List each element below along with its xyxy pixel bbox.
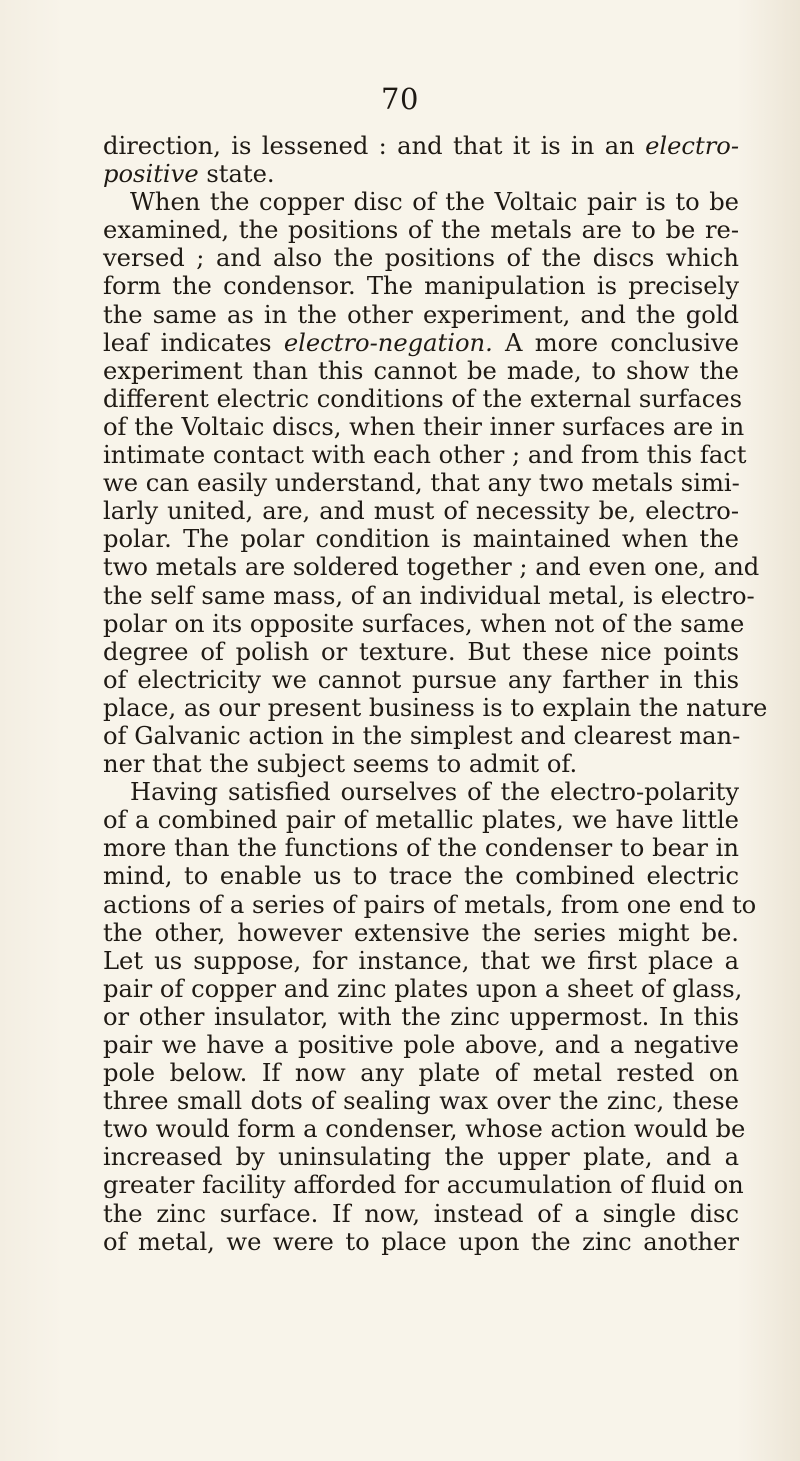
text-line: pair of copper and zinc plates upon a sheet of glass, [103,974,743,1003]
text-line: When the copper disc of the Voltaic pair is to be [130,188,739,217]
text-line: versed ; and also the positions of the discs which [103,244,739,273]
text-line: two metals are soldered together ; and even one, and [103,553,760,582]
text-line: the other, however extensive the series might be. [103,918,739,947]
text-line: different electric conditions of the external surfaces [103,384,743,413]
text-line: ner that the subject seems to admit of. [103,750,578,779]
text-line: larly united, are, and must of necessity be, electro- [103,497,739,526]
body-text [103,132,768,1256]
text-line: of the Voltaic discs, when their inner surfaces are in [103,412,745,441]
text-line: degree of polish or texture. But these nice points [103,637,739,666]
text-line: positive state. [103,160,275,189]
page-number: 70 [381,82,419,116]
text-line: of a combined pair of metallic plates, we have little [103,806,739,835]
text-line: greater facility afforded for accumulation of fluid on [103,1171,744,1200]
text-line: intimate contact with each other ; and from this fact [103,441,747,470]
text-line: pole below. If now any plate of metal rested on [103,1059,739,1088]
text-line: leaf indicates electro-negation. A more conclusive [103,328,739,357]
text-line: polar. The polar condition is maintained when the [103,525,739,554]
text-line: of metal, we were to place upon the zinc another [103,1227,739,1256]
text-line: the same as in the other experiment, and the gold [103,300,739,329]
text-line: of Galvanic action in the simplest and clearest man- [103,721,741,750]
text-line: examined, the positions of the metals are to be re- [103,216,739,245]
text-line: Having satisfied ourselves of the electro-polarity [130,778,739,807]
text-line: Let us suppose, for instance, that we first place a [103,946,739,975]
text-line: increased by uninsulating the upper plate, and a [103,1143,739,1172]
text-line: three small dots of sealing wax over the zinc, these [103,1087,739,1116]
text-line: polar on its opposite surfaces, when not of the same [103,609,745,638]
text-line: the self same mass, of an individual metal, is electro- [103,581,755,610]
text-line: more than the functions of the condenser to bear in [103,834,739,863]
text-line: the zinc surface. If now, instead of a single disc [103,1199,739,1228]
text-line: mind, to enable us to trace the combined electric [103,862,739,891]
text-line: of electricity we cannot pursue any farther in this [103,665,739,694]
text-line: actions of a series of pairs of metals, from one end to [103,890,757,919]
text-line: form the condensor. The manipulation is precisely [103,272,739,301]
text-line: two would form a condenser, whose action would be [103,1115,746,1144]
text-line: or other insulator, with the zinc uppermost. In this [103,1002,739,1031]
text-line: experiment than this cannot be made, to show the [103,356,739,385]
text-line: place, as our present business is to explain the nature [103,693,768,722]
text-line: direction, is lessened : and that it is in an electro- [103,132,739,160]
text-line: we can easily understand, that any two metals simi- [103,469,740,498]
text-line: pair we have a positive pole above, and a negative [103,1031,739,1059]
